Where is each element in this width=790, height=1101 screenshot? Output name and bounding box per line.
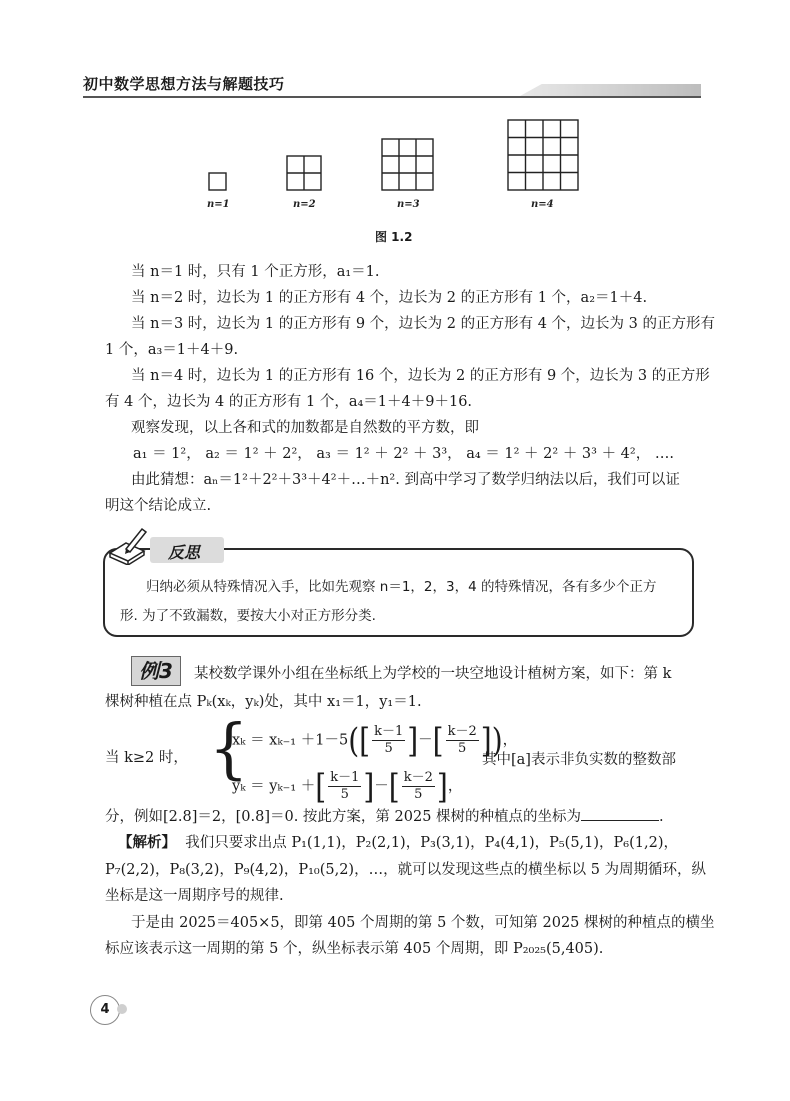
example-line: 某校数学课外小组在坐标纸上为学校的一块空地设计植树方案，如下：第 k (194, 666, 672, 682)
example-when: 当 k≥2 时， (105, 750, 188, 766)
example-tag: 例3 (131, 656, 181, 686)
notebook-pencil-icon (104, 523, 152, 565)
label-n4: n=4 (531, 199, 554, 210)
grid-n2 (287, 156, 321, 190)
example-line: 棵树种植在点 Pₖ(xₖ，yₖ)处，其中 x₁＝1，y₁＝1. (105, 694, 422, 710)
header-rule (83, 96, 701, 98)
text-line: 由此猜想：aₙ＝1²＋2²＋3³＋4²＋…＋n². 到高中学习了数学归纳法以后，我们可以证 (131, 472, 680, 488)
text-line: 1 个，a₃＝1＋4＋9. (105, 342, 239, 358)
label-n3: n=3 (397, 199, 420, 210)
text-line: 观察发现，以上各和式的加数都是自然数的平方数，即 (131, 420, 479, 436)
solution-line: 于是由 2025＝405×5，即第 405 个周期的第 5 个数，可知第 2025 棵树的种植点的横坐 (131, 915, 715, 931)
header-decoration (520, 84, 701, 96)
figure-caption: 图 1.2 (375, 230, 413, 244)
grid-n4 (508, 120, 578, 190)
square-grid-figure (205, 118, 595, 213)
reflection-line: 形. 为了不致漏数，要按大小对正方形分类. (120, 608, 376, 624)
text-line: 当 n＝3 时，边长为 1 的正方形有 9 个，边长为 2 的正方形有 4 个，边长为 3 的正方形有 (131, 316, 715, 332)
grid-n3 (382, 139, 433, 190)
answer-blank (581, 806, 659, 821)
text-line: 有 4 个，边长为 4 的正方形有 1 个，a₄＝1＋4＋9＋16. (105, 394, 473, 410)
label-n2: n=2 (293, 199, 316, 210)
example-line: 分，例如[2.8]＝2，[0.8]＝0. 按此方案，第 2025 棵树的种植点的坐标为 . (105, 806, 664, 827)
grid-n1 (209, 173, 226, 190)
reflection-line: 归纳必须从特殊情况入手，比如先观察 n＝1，2，3，4 的特殊情况，各有多少个正方 (146, 579, 657, 595)
side-note: 其中[a]表示非负实数的整数部 (482, 752, 676, 768)
text-line: 当 n＝4 时，边长为 1 的正方形有 16 个，边长为 2 的正方形有 9 个，边长为 3 的正方形 (131, 368, 710, 384)
formula-line: a₁ ＝ 1²， a₂ ＝ 1² ＋ 2²， a₃ ＝ 1² ＋ 2² ＋ 3³， a₄ ＝ 1² ＋ 2² ＋ 3³ ＋ 4²， …. (133, 446, 674, 462)
label-n1: n=1 (207, 199, 230, 210)
page-dot (117, 1004, 127, 1014)
solution-line: 标应该表示这一周期的第 5 个，纵坐标表示第 405 个周期，即 P₂₀₂₅(5,405). (105, 941, 604, 957)
equation-y: yₖ ＝ yₖ₋₁ ＋[ $\frac{k-1}{5}$ ]－[ $\frac{k-2}{5}$ ]， (232, 766, 463, 806)
equation-x: xₖ ＝ xₖ₋₁ ＋1－5([ $\frac{k-1}{5}$ ]－[ $\frac{k-2}{5}$ ])， (232, 720, 518, 760)
text-line: 明这个结论成立. (105, 498, 212, 514)
solution-line: 【解析】 我们只要求出点 P₁(1,1)，P₂(2,1)，P₃(3,1)，P₄(4,1)，P₅(5,1)，P₆(1,2)， (118, 834, 678, 851)
page-number: 4 (90, 995, 120, 1025)
system-brace: { (209, 710, 249, 787)
book-title: 初中数学思想方法与解题技巧 (83, 75, 285, 93)
solution-line: P₇(2,2)，P₈(3,2)，P₉(4,2)，P₁₀(5,2)，…，就可以发现这些点的横坐标以 5 为周期循环，纵 (105, 862, 707, 878)
solution-line: 坐标是这一周期序号的规律. (105, 888, 284, 904)
text-line: 当 n＝2 时，边长为 1 的正方形有 4 个，边长为 2 的正方形有 1 个，a₂＝1＋4. (131, 290, 648, 306)
text-line: 当 n＝1 时，只有 1 个正方形，a₁＝1. (131, 264, 380, 280)
reflection-title: 反思 (168, 543, 201, 562)
